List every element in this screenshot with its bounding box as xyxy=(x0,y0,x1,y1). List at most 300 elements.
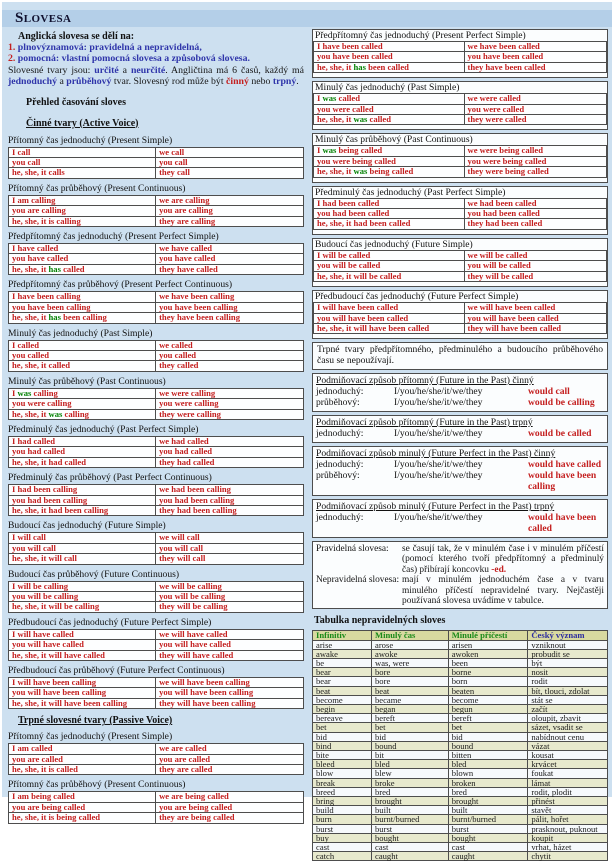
irregular-verb-cell: cast xyxy=(313,843,372,852)
irregular-verb-cell: caught xyxy=(448,852,528,861)
irregular-verbs-table-wrap xyxy=(312,630,608,861)
conjugation-table xyxy=(8,484,304,516)
text-segment: -ed. xyxy=(491,564,507,575)
conjugation-cell: I was calling xyxy=(9,388,156,398)
irregular-verb-cell: caught xyxy=(372,852,449,861)
text-segment: vlastní pomocná slovesa a způsobová slovesa. xyxy=(61,53,250,65)
text-segment: 2. xyxy=(8,53,18,65)
irregular-verb-cell: prasknout, puknout xyxy=(528,824,608,833)
passive-voice-heading: Trpné slovesné tvary (Passive Voice) xyxy=(18,715,173,727)
conjugation-cell: they will have been called xyxy=(464,323,607,333)
unused-forms-note: Trpné tvary předpřítomného, předminulého a budoucího průběhového času se nepoužívají. xyxy=(312,342,608,370)
form-type-label: průběhový: xyxy=(316,396,360,408)
conjugation-cell: you had called xyxy=(156,447,304,457)
conjugation-cell: I have called xyxy=(9,244,156,254)
text-segment: . xyxy=(296,76,299,88)
tense-box xyxy=(312,81,608,130)
conjugation-cell: you were being called xyxy=(314,156,465,166)
tense-block xyxy=(8,328,304,372)
irregular-verb-cell: bled xyxy=(448,760,528,769)
irregular-verb-cell: been xyxy=(448,658,528,667)
tense-box xyxy=(312,29,608,78)
irregular-verb-cell: bereft xyxy=(448,714,528,723)
pronoun-list: I/you/he/she/it/we/they xyxy=(394,458,483,470)
irregular-verb-cell: built xyxy=(448,806,528,815)
tense-block xyxy=(8,569,304,613)
tense-title: Přítomný čas jednoduchý (Present Simple) xyxy=(8,134,173,146)
irregular-verb-cell: buy xyxy=(313,833,372,842)
irregular-verb-cell: bore xyxy=(372,677,449,686)
highlight-green: has xyxy=(48,263,61,274)
conjugation-cell: you will be calling xyxy=(9,592,156,602)
conjugation-cell: he, she, it will be called xyxy=(314,271,465,281)
conjugation-cell: he, she, it is calling xyxy=(9,216,156,226)
irregular-verb-cell: bound xyxy=(372,741,449,750)
conjugation-cell: he, she, it was called xyxy=(314,115,465,125)
conjugation-row xyxy=(314,146,607,156)
irregular-verb-cell: přinést xyxy=(528,797,608,806)
conditional-box xyxy=(312,446,608,496)
text-segment: nebo xyxy=(248,76,273,88)
conjugation-table xyxy=(8,677,304,709)
conjugation-cell: he, she, it had been called xyxy=(314,219,465,229)
conjugation-cell: you will have called xyxy=(156,640,304,650)
conjugation-cell: we will have called xyxy=(156,629,304,639)
right-column xyxy=(312,29,608,861)
conjugation-cell: I am calling xyxy=(9,195,156,205)
irregular-verb-cell: burst xyxy=(372,824,449,833)
conjugation-row xyxy=(9,765,304,775)
conditional-sections xyxy=(312,373,608,538)
conjugation-table xyxy=(313,198,607,230)
verb-note-text xyxy=(402,544,607,575)
conjugation-cell: you will have been called xyxy=(464,313,607,323)
conjugation-row xyxy=(9,302,304,312)
conjugation-row xyxy=(9,495,304,505)
overview-heading: Přehled časování sloves xyxy=(26,96,126,108)
conjugation-row xyxy=(9,409,304,419)
conjugation-row xyxy=(9,206,304,216)
verb-note-label: Pravidelná slovesa: xyxy=(316,543,389,554)
irregular-verb-cell: awoke xyxy=(372,649,449,658)
conjugation-cell: you have called xyxy=(156,254,304,264)
tense-block xyxy=(8,520,304,564)
conjugation-row xyxy=(9,802,304,812)
irregular-verb-cell: awake xyxy=(313,649,372,658)
irregular-verb-cell: burst xyxy=(448,824,528,833)
conditional-line xyxy=(313,459,607,470)
irregular-verb-cell: bind xyxy=(313,741,372,750)
irregular-table-heading: Tabulka nepravidelných sloves xyxy=(314,615,446,627)
conjugation-row xyxy=(314,115,607,125)
irregular-verb-cell: bit xyxy=(372,750,449,759)
verb-form: would be calling xyxy=(528,396,595,408)
conjugation-row xyxy=(9,388,304,398)
tense-title: Předpřítomný čas jednoduchý (Present Perfect Simple) xyxy=(8,231,219,243)
irregular-verb-cell: kousat xyxy=(528,750,608,759)
conjugation-row xyxy=(9,813,304,823)
conjugation-row xyxy=(9,158,304,168)
verb-form: would call xyxy=(528,385,570,397)
irregular-verb-cell: be xyxy=(313,658,372,667)
conjugation-cell: you have called xyxy=(9,254,156,264)
conjugation-cell: you have been called xyxy=(464,52,607,62)
irregular-verb-cell: probudit se xyxy=(528,649,608,658)
conjugation-row xyxy=(9,361,304,371)
irregular-verb-cell: pálit, hořet xyxy=(528,815,608,824)
form-type-label: jednoduchý: xyxy=(316,511,364,523)
tense-title: Předbudoucí čas jednoduchý (Future Perfect Simple) xyxy=(8,616,212,628)
conjugation-cell: we were called xyxy=(464,94,607,104)
irregular-verb-cell: bereave xyxy=(313,714,372,723)
conjugation-cell: we will be called xyxy=(464,250,607,260)
conjugation-cell: he, she, it will be calling xyxy=(9,602,156,612)
irregular-verb-cell: bound xyxy=(448,741,528,750)
verb-form: would have been called xyxy=(528,511,597,534)
pronoun-list: I/you/he/she/it/we/they xyxy=(394,469,483,481)
conjugation-cell: you called xyxy=(9,350,156,360)
irregular-verb-row xyxy=(313,640,608,649)
irregular-verb-cell: lámat xyxy=(528,778,608,787)
conjugation-cell: they called xyxy=(156,361,304,371)
conjugation-cell: you were calling xyxy=(156,399,304,409)
text-segment: Slovesné tvary jsou: xyxy=(8,64,95,76)
tense-block xyxy=(8,231,304,275)
conjugation-cell: I had been called xyxy=(314,198,465,208)
conjugation-cell: they had been calling xyxy=(156,505,304,515)
irregular-verb-cell: bid xyxy=(313,732,372,741)
highlight-green: has xyxy=(48,312,61,323)
conjugation-cell: you will call xyxy=(9,543,156,553)
tense-block xyxy=(8,135,304,179)
conjugation-cell: he, she, it had called xyxy=(9,457,156,467)
irregular-verb-row xyxy=(313,723,608,732)
form-type-label: jednoduchý: xyxy=(316,385,364,397)
conjugation-cell: you are called xyxy=(156,754,304,764)
conjugation-cell: we had been called xyxy=(464,198,607,208)
conjugation-table xyxy=(8,436,304,468)
conjugation-row xyxy=(314,42,607,52)
conjugation-cell: you had been called xyxy=(314,209,465,219)
irregular-verb-cell: built xyxy=(372,806,449,815)
highlight-green: was xyxy=(48,408,63,419)
irregular-verb-cell: stavět xyxy=(528,806,608,815)
conjugation-table xyxy=(313,250,607,282)
irregular-verb-cell: begin xyxy=(313,704,372,713)
conjugation-cell: we will call xyxy=(156,533,304,543)
irregular-column-header: Český význam xyxy=(528,631,608,640)
conjugation-row xyxy=(9,292,304,302)
tense-title: Budoucí čas jednoduchý (Future Simple) xyxy=(315,238,473,250)
conjugation-cell: they had called xyxy=(156,457,304,467)
conjugation-cell: we will have been called xyxy=(464,303,607,313)
irregular-verb-cell: rodit xyxy=(528,677,608,686)
conjugation-cell: you had called xyxy=(9,447,156,457)
conjugation-table xyxy=(313,41,607,73)
conjugation-row xyxy=(9,244,304,254)
conjugation-row xyxy=(314,209,607,219)
conjugation-cell: you had been called xyxy=(464,209,607,219)
irregular-verb-cell: foukat xyxy=(528,769,608,778)
conjugation-cell: I will be calling xyxy=(9,581,156,591)
irregular-verb-cell: bought xyxy=(372,833,449,842)
conjugation-row xyxy=(9,602,304,612)
tense-title: Předminulý čas jednoduchý (Past Perfect Simple) xyxy=(8,423,199,435)
conjugation-cell: they were being called xyxy=(464,167,607,177)
conjugation-table xyxy=(313,93,607,125)
conjugation-cell: you will be called xyxy=(314,261,465,271)
conjugation-row xyxy=(9,629,304,639)
conjugation-row xyxy=(9,533,304,543)
highlight-green: was xyxy=(17,387,32,398)
irregular-verb-row xyxy=(313,686,608,695)
tense-block xyxy=(8,617,304,661)
conjugation-cell: I will have called xyxy=(9,629,156,639)
conjugation-cell: I am called xyxy=(9,744,156,754)
conjugation-cell: he, she, it had been calling xyxy=(9,505,156,515)
tense-title: Budoucí čas průběhový (Future Continuous) xyxy=(8,568,180,580)
conjugation-cell: I called xyxy=(9,340,156,350)
irregular-verb-cell: bid xyxy=(372,732,449,741)
tense-block xyxy=(8,665,304,709)
conjugation-cell: I had been calling xyxy=(9,485,156,495)
conjugation-row xyxy=(9,313,304,323)
conjugation-cell: I had called xyxy=(9,436,156,446)
conjugation-cell: I was called xyxy=(314,94,465,104)
conditional-line xyxy=(313,386,607,397)
tense-title: Předbudoucí čas jednoduchý (Future Perfect Simple) xyxy=(315,291,519,303)
irregular-verb-cell: vrhat, házet xyxy=(528,843,608,852)
conjugation-table xyxy=(313,302,607,334)
conjugation-cell: I have been calling xyxy=(9,292,156,302)
text-segment: jednoduchý xyxy=(8,76,57,88)
tense-title: Předbudoucí čas průběhový (Future Perfect Continuous) xyxy=(8,665,225,677)
irregular-verb-cell: bought xyxy=(448,833,528,842)
conjugation-cell: he, she, it is being called xyxy=(9,813,156,823)
irregular-verb-cell: brought xyxy=(372,797,449,806)
highlight-green: was xyxy=(322,145,337,156)
conjugation-row xyxy=(9,640,304,650)
text-segment: činný xyxy=(226,76,249,88)
conjugation-cell: we have called xyxy=(156,244,304,254)
irregular-verb-cell: arisen xyxy=(448,640,528,649)
verb-note xyxy=(313,575,607,606)
text-segment: průběhový xyxy=(66,76,112,88)
conjugation-row xyxy=(314,94,607,104)
irregular-verb-cell: bet xyxy=(313,723,372,732)
irregular-verb-cell: became xyxy=(372,695,449,704)
conjugation-row xyxy=(9,168,304,178)
irregular-verb-cell: break xyxy=(313,778,372,787)
irregular-verb-cell: bid xyxy=(448,732,528,741)
irregular-verb-cell: beat xyxy=(313,686,372,695)
conjugation-cell: he, she, it was calling xyxy=(9,409,156,419)
tense-title: Minulý čas průběhový (Past Continuous) xyxy=(8,375,166,387)
irregular-verb-cell: bred xyxy=(372,787,449,796)
passive-voice-tables-left xyxy=(8,731,304,823)
irregular-verb-cell: burnt/burned xyxy=(448,815,528,824)
conjugation-cell: he, she, it will have been calling xyxy=(9,698,156,708)
irregular-verb-cell: began xyxy=(372,704,449,713)
irregular-verb-cell: was, were xyxy=(372,658,449,667)
irregular-verb-cell: sázet, vsadit se xyxy=(528,723,608,732)
irregular-verb-cell: bred xyxy=(448,787,528,796)
conjugation-row xyxy=(314,303,607,313)
irregular-column-header: Infinitiv xyxy=(313,631,372,640)
conjugation-row xyxy=(314,261,607,271)
conjugation-row xyxy=(9,350,304,360)
conjugation-cell: you called xyxy=(156,350,304,360)
conjugation-cell: I will call xyxy=(9,533,156,543)
irregular-verb-cell: být xyxy=(528,658,608,667)
active-voice-tables xyxy=(8,135,304,710)
conjugation-cell: they were called xyxy=(464,115,607,125)
irregular-verb-cell: vázat xyxy=(528,741,608,750)
conjugation-row xyxy=(9,792,304,802)
irregular-column-header: Minulé příčestí xyxy=(448,631,528,640)
text-segment: se časují tak, že v minulém čase i v minulém příčestí (pomocí kterého tvoří předpřítomný a předminulý čas) přibírají koncovku xyxy=(402,543,604,575)
irregular-verb-cell: bet xyxy=(448,723,528,732)
conjugation-row xyxy=(314,52,607,62)
irregular-verb-cell: cast xyxy=(448,843,528,852)
irregular-verb-cell: začít xyxy=(528,704,608,713)
tense-title: Přítomný čas průběhový (Present Continuous) xyxy=(8,182,186,194)
conjugation-table xyxy=(8,388,304,420)
text-segment: mají v minulém jednoduchém čase a v tvaru minulého příčestí nepravidelné tvary. Nejčastěji používaná slovesa uvádíme v tabulce. xyxy=(402,575,604,606)
irregular-header-row xyxy=(313,631,608,640)
irregular-verb-cell: bite xyxy=(313,750,372,759)
conjugation-cell: he, she, it has been calling xyxy=(9,313,156,323)
tense-block xyxy=(8,279,304,323)
irregular-verb-row xyxy=(313,677,608,686)
conjugation-cell: they are called xyxy=(156,765,304,775)
irregular-verb-cell: broken xyxy=(448,778,528,787)
conjugation-cell: I will be called xyxy=(314,250,465,260)
text-segment: plnovýznamová: xyxy=(17,42,90,53)
conjugation-cell: you have been called xyxy=(314,52,465,62)
conjugation-cell: you have been calling xyxy=(9,302,156,312)
form-type-label: jednoduchý: xyxy=(316,458,364,470)
irregular-verb-cell: build xyxy=(313,806,372,815)
conjugation-table xyxy=(8,532,304,564)
conjugation-cell: he, she, it called xyxy=(9,361,156,371)
text-segment: trpný xyxy=(272,76,297,88)
conjugation-table xyxy=(313,145,607,177)
tense-title: Předpřítomný čas jednoduchý (Present Perfect Simple) xyxy=(315,30,526,41)
conjugation-cell: we called xyxy=(156,340,304,350)
pronoun-list: I/you/he/she/it/we/they xyxy=(394,511,483,523)
irregular-verb-cell: vzniknout xyxy=(528,640,608,649)
irregular-verb-cell: cast xyxy=(372,843,449,852)
conjugation-cell: I was being called xyxy=(314,146,465,156)
conjugation-cell: they call xyxy=(156,168,304,178)
irregular-verb-cell: blow xyxy=(313,769,372,778)
irregular-verb-cell: oloupit, zbavit xyxy=(528,714,608,723)
tense-block xyxy=(8,472,304,516)
irregular-verb-cell: arose xyxy=(372,640,449,649)
conjugation-cell: I will have been calling xyxy=(9,678,156,688)
conjugation-cell: you are calling xyxy=(156,206,304,216)
conjugation-cell: we are calling xyxy=(156,195,304,205)
conjugation-cell: you had been calling xyxy=(9,495,156,505)
conjugation-cell: he, she, it calls xyxy=(9,168,156,178)
conditional-box xyxy=(312,499,608,538)
conjugation-row xyxy=(9,505,304,515)
conjugation-cell: you will have been calling xyxy=(9,688,156,698)
conjugation-table xyxy=(8,340,304,372)
conditional-line xyxy=(313,512,607,534)
conjugation-cell: he, she, it is called xyxy=(9,765,156,775)
form-type-label: jednoduchý: xyxy=(316,427,364,439)
active-voice-heading: Činné tvary (Active Voice) xyxy=(26,117,139,129)
irregular-verb-row xyxy=(313,778,608,787)
irregular-verb-cell: burst xyxy=(313,824,372,833)
conjugation-row xyxy=(9,754,304,764)
irregular-verb-cell: bitten xyxy=(448,750,528,759)
conjugation-cell: you will have been called xyxy=(314,313,465,323)
irregular-verb-cell: bring xyxy=(313,797,372,806)
conjugation-cell: you are being called xyxy=(9,802,156,812)
irregular-verb-cell: nabídnout cenu xyxy=(528,732,608,741)
irregular-verbs-table xyxy=(312,630,608,861)
tense-box xyxy=(312,290,608,339)
form-type-label: průběhový: xyxy=(316,469,360,481)
irregular-verb-cell: breed xyxy=(313,787,372,796)
conjugation-cell: you call xyxy=(9,158,156,168)
tense-title: Minulý čas jednoduchý (Past Simple) xyxy=(8,327,153,339)
irregular-verb-cell: bled xyxy=(372,760,449,769)
intro-line xyxy=(8,53,304,64)
conjugation-cell: they had been called xyxy=(464,219,607,229)
conjugation-row xyxy=(9,678,304,688)
conjugation-row xyxy=(314,62,607,72)
conditional-line xyxy=(313,397,607,408)
text-segment: tvar. Slovesný rod může být xyxy=(111,76,226,88)
conjugation-cell: I will have been called xyxy=(314,303,465,313)
conjugation-cell: you call xyxy=(156,158,304,168)
irregular-verb-cell: bear xyxy=(313,668,372,677)
page-title: Slovesa xyxy=(15,10,72,26)
irregular-verb-cell: bleed xyxy=(313,760,372,769)
tense-block xyxy=(8,731,304,775)
conjugation-cell: I have been called xyxy=(314,42,465,52)
irregular-verb-cell: chytit xyxy=(528,852,608,861)
irregular-verb-cell: rodit, plodit xyxy=(528,787,608,796)
conditional-title: Podmiňovací způsob minulý (Future Perfect in the Past) činný xyxy=(316,447,556,459)
conjugation-row xyxy=(314,313,607,323)
conjugation-row xyxy=(314,156,607,166)
conjugation-cell: you are called xyxy=(9,754,156,764)
tense-title: Přítomný čas jednoduchý (Present Simple) xyxy=(8,731,173,743)
conjugation-row xyxy=(9,340,304,350)
irregular-verb-cell: nosit xyxy=(528,668,608,677)
conjugation-cell: he, she, it will have called xyxy=(9,650,156,660)
conjugation-cell: they will be calling xyxy=(156,602,304,612)
irregular-verb-cell: blown xyxy=(448,769,528,778)
conjugation-row xyxy=(9,554,304,564)
conditional-title: Podmiňovací způsob přítomný (Future in the Past) trpný xyxy=(316,416,533,428)
tense-block xyxy=(8,424,304,468)
intro-paragraph xyxy=(8,65,304,88)
conditional-title: Podmiňovací způsob přítomný (Future in the Past) činný xyxy=(316,374,534,386)
pronoun-list: I/you/he/she/it/we/they xyxy=(394,396,483,408)
irregular-verb-cell: beaten xyxy=(448,686,528,695)
conjugation-row xyxy=(314,250,607,260)
irregular-verb-cell: burnt/burned xyxy=(372,815,449,824)
irregular-verb-cell: borne xyxy=(448,668,528,677)
irregular-verb-cell: become xyxy=(313,695,372,704)
irregular-verb-row xyxy=(313,732,608,741)
